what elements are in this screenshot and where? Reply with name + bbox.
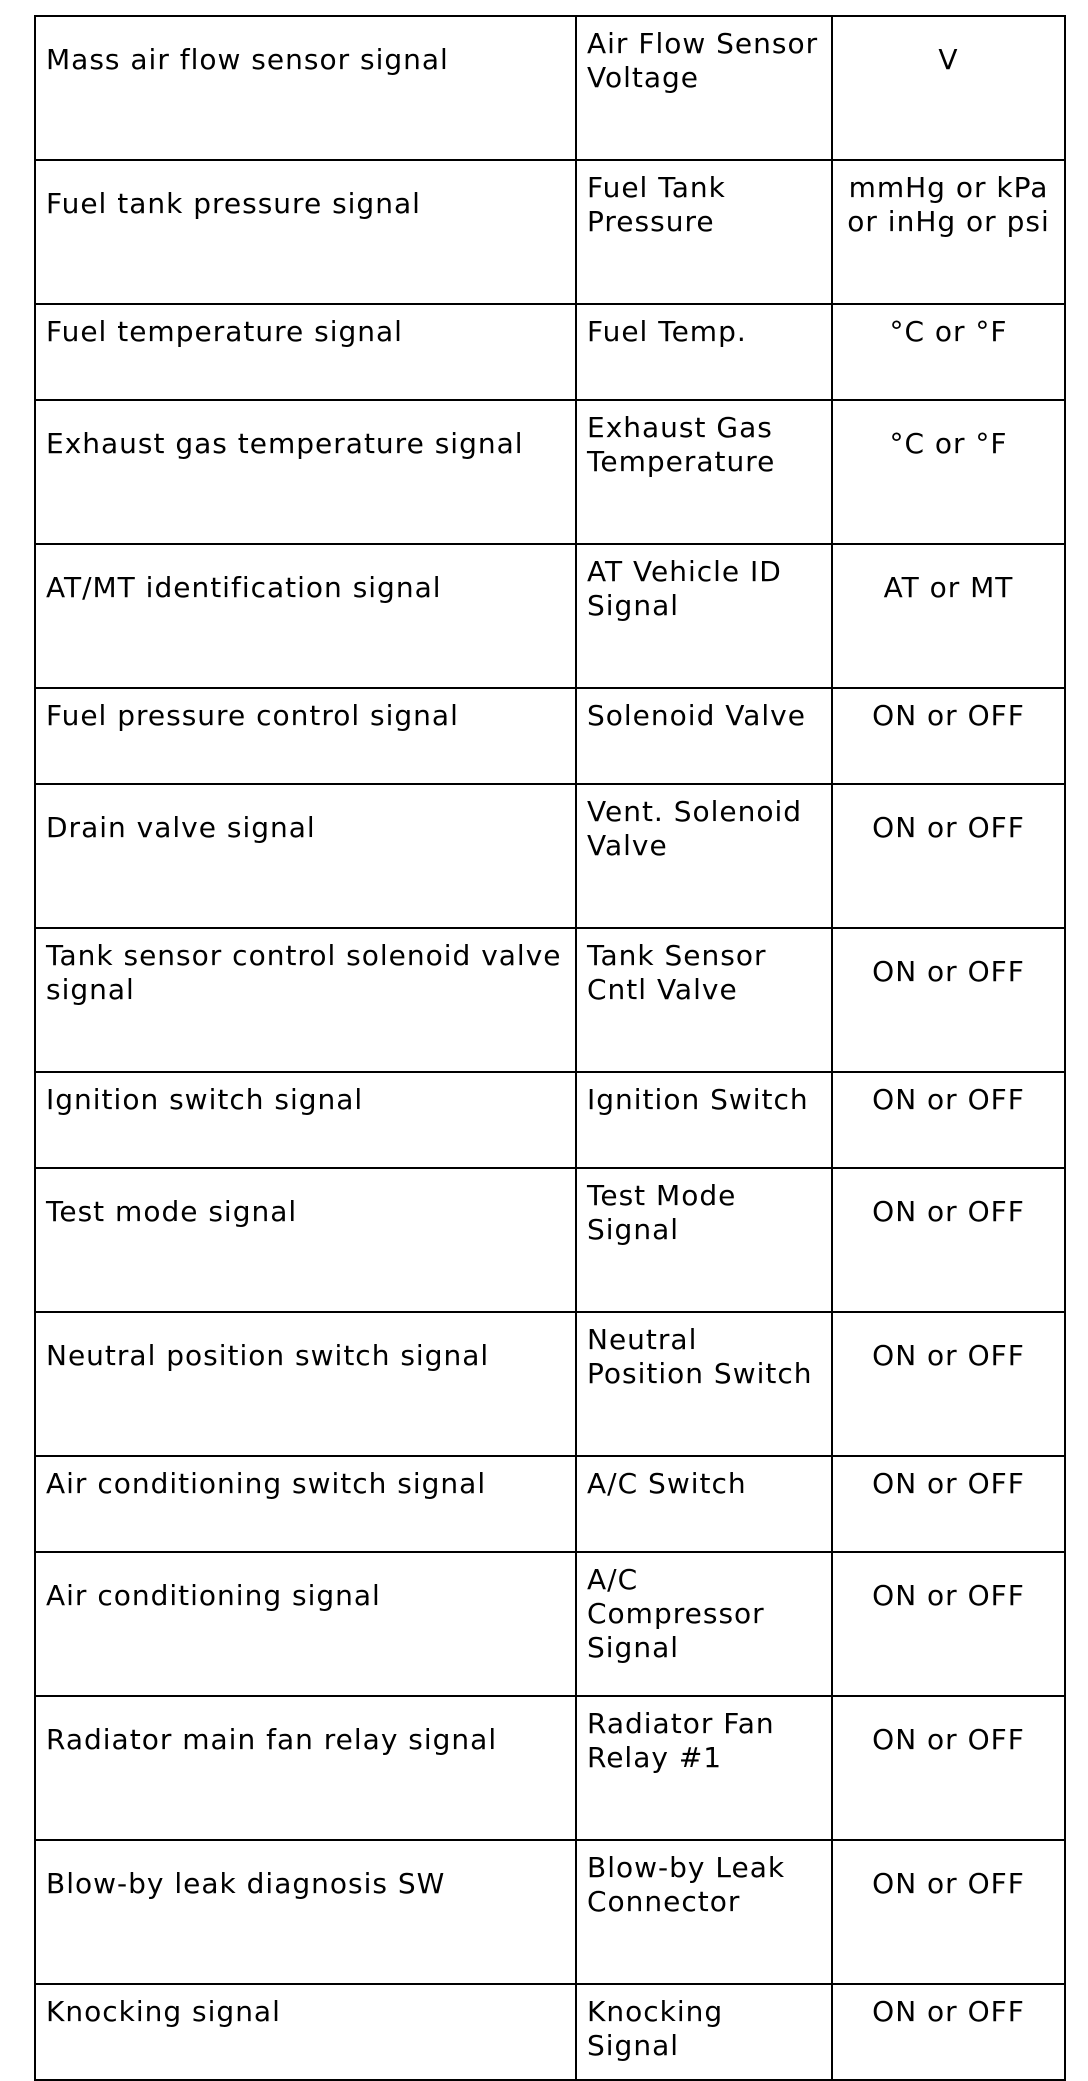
unit-cell (832, 1984, 1065, 2080)
signal-description: Neutral position switch signal (46, 1339, 490, 1372)
unit: ON or OFF (872, 1579, 1025, 1612)
table-row (35, 1552, 1065, 1696)
unit-cell (832, 1552, 1065, 1696)
unit-cell (832, 1072, 1065, 1168)
table-row (35, 784, 1065, 928)
unit: V (938, 43, 959, 76)
table-row (35, 1984, 1065, 2080)
display-item-cell (576, 400, 832, 544)
display-item: Exhaust Gas Temperature (587, 411, 776, 478)
display-item: Vent. Solenoid Valve (587, 795, 803, 862)
unit: °C or °F (889, 315, 1008, 348)
signal-description: Fuel temperature signal (46, 315, 403, 348)
signal-description: Blow-by leak diagnosis SW (46, 1867, 446, 1900)
signal-description-cell (35, 688, 576, 784)
unit: ON or OFF (872, 811, 1025, 844)
display-item: Radiator Fan Relay #1 (587, 1707, 775, 1774)
display-item-cell (576, 1312, 832, 1456)
signal-description-cell (35, 1984, 576, 2080)
unit: ON or OFF (872, 1867, 1025, 1900)
signal-description-cell (35, 784, 576, 928)
signal-description: Tank sensor control solenoid valve signal (46, 939, 562, 1006)
display-item-cell (576, 1984, 832, 2080)
signal-description-cell (35, 1072, 576, 1168)
unit: ON or OFF (872, 955, 1025, 988)
signal-description-cell (35, 544, 576, 688)
unit: ON or OFF (872, 1195, 1025, 1228)
signal-description-cell (35, 1552, 576, 1696)
table-row (35, 1696, 1065, 1840)
signal-description-cell (35, 16, 576, 160)
unit-cell (832, 928, 1065, 1072)
display-item-cell (576, 544, 832, 688)
display-item-cell (576, 1072, 832, 1168)
unit-cell (832, 1696, 1065, 1840)
signal-description: AT/MT identification signal (46, 571, 442, 604)
unit: mmHg or kPa or inHg or psi (847, 171, 1050, 238)
display-item: Neutral Position Switch (587, 1323, 813, 1390)
table-row (35, 400, 1065, 544)
signal-description-cell (35, 400, 576, 544)
display-item-cell (576, 928, 832, 1072)
unit-cell (832, 544, 1065, 688)
signal-description: Fuel tank pressure signal (46, 187, 421, 220)
display-item: Ignition Switch (587, 1083, 809, 1116)
display-item-cell (576, 784, 832, 928)
display-item: Fuel Tank Pressure (587, 171, 726, 238)
display-item: Air Flow Sensor Voltage (587, 27, 819, 94)
unit: AT or MT (883, 571, 1014, 604)
unit: ON or OFF (872, 1467, 1025, 1500)
signal-description-cell (35, 160, 576, 304)
display-item-cell (576, 1552, 832, 1696)
signal-description-cell (35, 1456, 576, 1552)
unit-cell (832, 400, 1065, 544)
signal-description: Mass air flow sensor signal (46, 43, 449, 76)
display-item: Tank Sensor Cntl Valve (587, 939, 767, 1006)
unit-cell (832, 784, 1065, 928)
unit-cell (832, 304, 1065, 400)
signal-description-cell (35, 1312, 576, 1456)
unit: ON or OFF (872, 699, 1025, 732)
unit: ON or OFF (872, 1723, 1025, 1756)
signal-description: Test mode signal (46, 1195, 298, 1228)
signal-description-cell (35, 1168, 576, 1312)
table-row (35, 1072, 1065, 1168)
display-item-cell (576, 688, 832, 784)
signal-description-cell (35, 304, 576, 400)
signal-description: Air conditioning signal (46, 1579, 381, 1612)
signal-description-cell (35, 1840, 576, 1984)
signal-description: Exhaust gas temperature signal (46, 427, 524, 460)
display-item-cell (576, 16, 832, 160)
signal-description: Radiator main fan relay signal (46, 1723, 498, 1756)
table-row (35, 160, 1065, 304)
display-item: A/C Switch (587, 1467, 747, 1500)
signal-description-cell (35, 1696, 576, 1840)
table-row (35, 1168, 1065, 1312)
unit-cell (832, 1840, 1065, 1984)
display-item-cell (576, 1840, 832, 1984)
display-item-cell (576, 160, 832, 304)
display-item: AT Vehicle ID Signal (587, 555, 782, 622)
display-item-cell (576, 304, 832, 400)
signal-description: Knocking signal (46, 1995, 281, 2028)
display-item: Knocking Signal (587, 1995, 724, 2062)
unit-cell (832, 688, 1065, 784)
signal-description-cell (35, 928, 576, 1072)
display-item: Blow-by Leak Connector (587, 1851, 786, 1918)
table-row (35, 1312, 1065, 1456)
table-row (35, 544, 1065, 688)
display-item-cell (576, 1456, 832, 1552)
unit: ON or OFF (872, 1995, 1025, 2028)
signal-description: Ignition switch signal (46, 1083, 364, 1116)
unit: °C or °F (889, 427, 1008, 460)
unit-cell (832, 16, 1065, 160)
unit-cell (832, 1312, 1065, 1456)
unit-cell (832, 160, 1065, 304)
unit-cell (832, 1456, 1065, 1552)
table-row (35, 928, 1065, 1072)
unit-cell (832, 1168, 1065, 1312)
display-item-cell (576, 1696, 832, 1840)
unit: ON or OFF (872, 1083, 1025, 1116)
display-item-cell (576, 1168, 832, 1312)
display-item: Fuel Temp. (587, 315, 747, 348)
signal-table (34, 15, 1066, 2081)
signal-description: Fuel pressure control signal (46, 699, 459, 732)
signal-description: Drain valve signal (46, 811, 316, 844)
table-row (35, 16, 1065, 160)
table-row (35, 688, 1065, 784)
signal-description: Air conditioning switch signal (46, 1467, 487, 1500)
display-item: Test Mode Signal (587, 1179, 737, 1246)
unit: ON or OFF (872, 1339, 1025, 1372)
table-row (35, 1840, 1065, 1984)
table-row (35, 304, 1065, 400)
display-item: A/C Compressor Signal (587, 1563, 765, 1664)
display-item: Solenoid Valve (587, 699, 806, 732)
table-row (35, 1456, 1065, 1552)
